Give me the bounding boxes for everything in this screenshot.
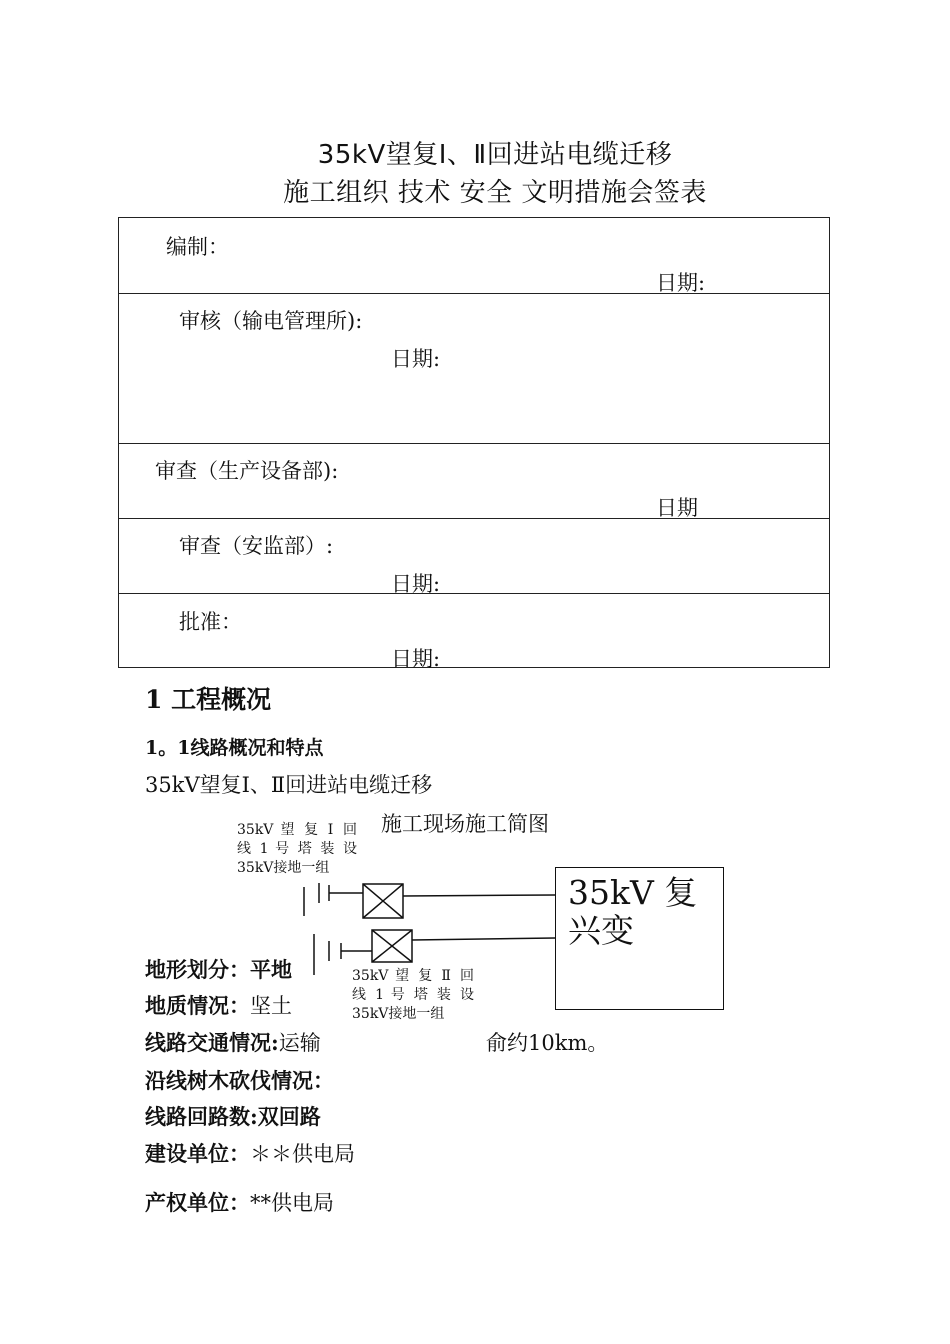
signoff-label: 审查（生产设备部):	[155, 459, 339, 483]
diagram-note-circuit1: 35kV 望 复 Ⅰ 回 线 1 号 塔 装 设 35kV接地一组	[237, 822, 357, 876]
signoff-label: 审查（安监部）:	[179, 534, 334, 558]
signoff-date: 日期:	[391, 647, 441, 671]
signoff-date: 日期:	[656, 271, 706, 295]
signoff-label: 审核（输电管理所):	[179, 309, 363, 333]
cable-circuit1	[403, 895, 555, 896]
signoff-date: 日期	[656, 496, 698, 520]
cable-circuit2	[412, 938, 555, 940]
info-terrain: 地形划分：平地	[145, 957, 292, 982]
line-name-text: 35kV望复Ⅰ、Ⅱ回进站电缆迁移	[145, 773, 433, 797]
info-traffic: 线路交通情况:运输	[145, 1030, 321, 1055]
substation-name: 35kV 复兴变	[568, 873, 698, 950]
document-title-line2: 施工组织 技术 安全 文明措施会签表	[283, 178, 707, 208]
signoff-label: 批准：	[179, 610, 242, 634]
signoff-label: 编制：	[166, 235, 229, 259]
signoff-date: 日期:	[391, 572, 441, 596]
diagram-caption: 施工现场施工简图	[381, 812, 549, 836]
subsection-heading: 1。1线路概况和特点	[145, 737, 324, 759]
signoff-date: 日期:	[391, 347, 441, 371]
diagram-note-circuit2: 35kV 望 复 Ⅱ 回 线 1 号 塔 装 设 35kV接地一组	[352, 968, 474, 1022]
info-tree-felling: 沿线树木砍伐情况：	[145, 1068, 334, 1093]
info-circuits: 线路回路数:双回路	[145, 1104, 321, 1129]
info-owner: 产权单位：**供电局	[145, 1190, 334, 1215]
substation-box	[555, 867, 724, 1010]
info-traffic-tail: 俞约10km。	[486, 1031, 609, 1055]
info-geology: 地质情况：坚土	[145, 993, 292, 1018]
section-heading: 1 工程概况	[145, 685, 272, 714]
info-builder: 建设单位：＊＊供电局	[145, 1141, 355, 1166]
document-title-line1: 35kV望复Ⅰ、Ⅱ回进站电缆迁移	[317, 140, 673, 170]
